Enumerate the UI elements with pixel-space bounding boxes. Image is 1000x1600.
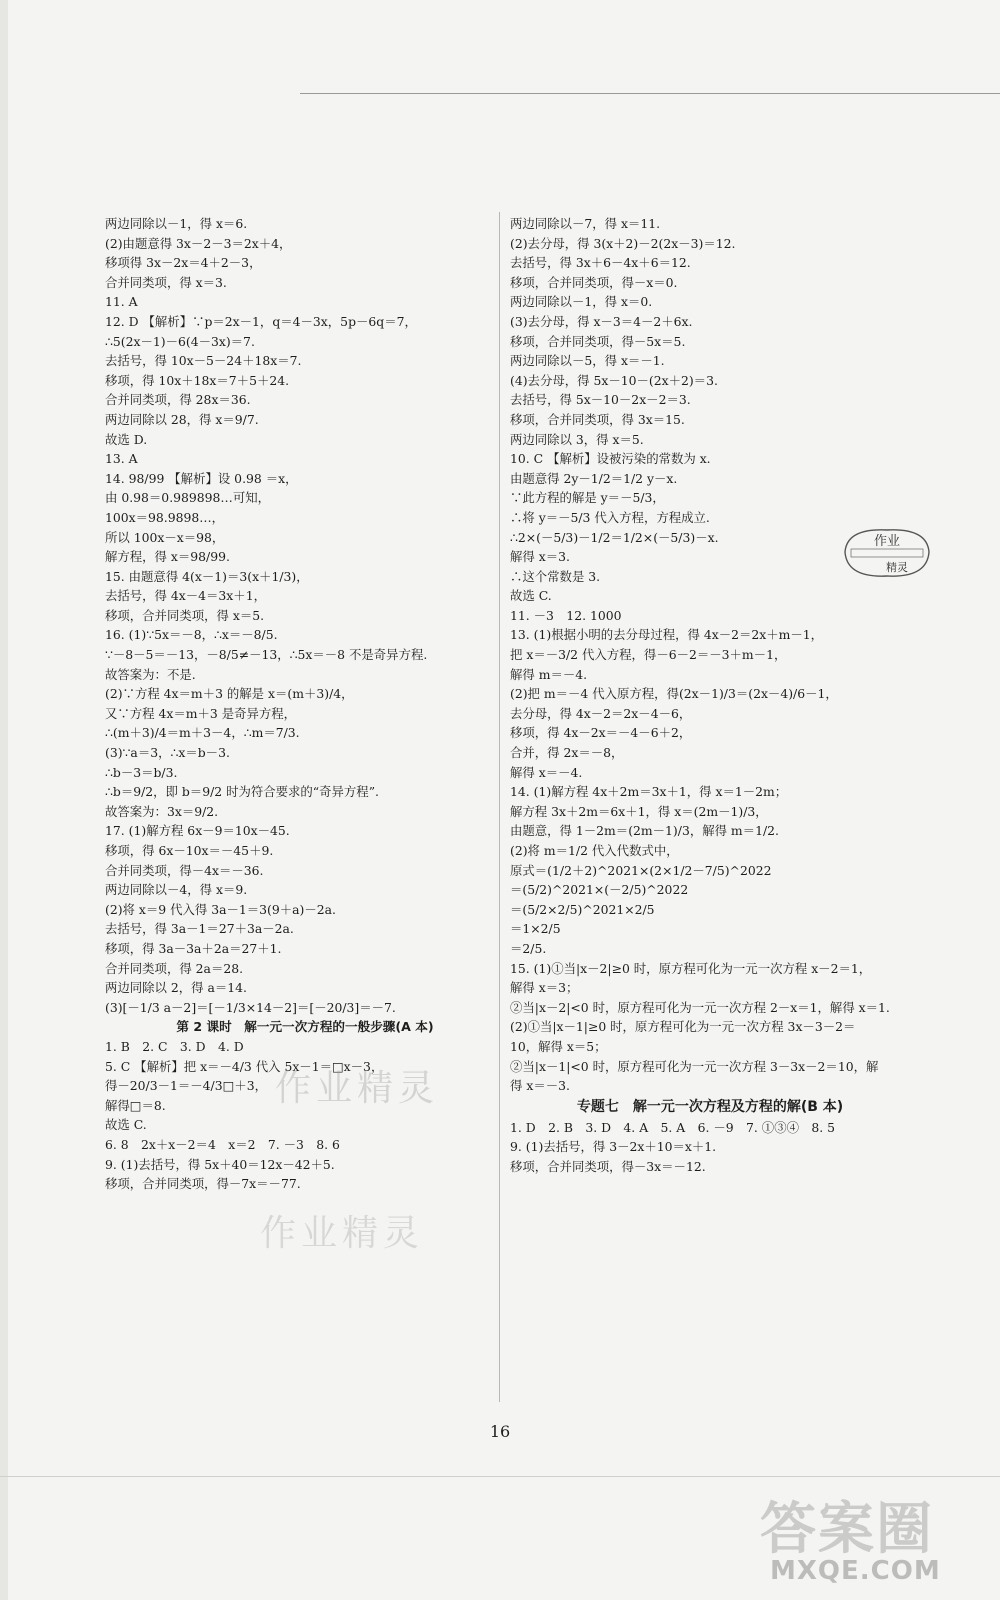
- watermark-logo: 答案圈: [760, 1497, 934, 1562]
- text-line: 移项得 3x－2x＝4＋2－3，: [105, 255, 262, 271]
- text-line: 移项，得 10x＋18x＝7＋5＋24.: [105, 372, 290, 388]
- text-line: ∴这个常数是 3.: [510, 568, 601, 584]
- stamp-text-top: 作业: [873, 534, 901, 549]
- text-line: 去括号，得 10x－5－24＋18x＝7.: [105, 353, 302, 369]
- text-line: 5. C 【解析】把 x＝－4/3 代入 5x－1＝□x－3，: [105, 1058, 384, 1074]
- text-line: 又∵方程 4x＝m＋3 是奇异方程，: [105, 705, 297, 721]
- text-line: 13. A: [105, 451, 138, 467]
- text-line: 移项，得 3a－3a＋2a＝27＋1.: [105, 940, 282, 956]
- stamp-text-bottom: 精灵: [886, 561, 908, 574]
- right-column: [510, 214, 910, 1177]
- text-line: 由 0.98＝0.989898…可知，: [105, 490, 270, 506]
- text-line: ＝1×2/5: [510, 921, 561, 937]
- text-line: (3)[－1/3 a－2]＝[－1/3×14－2]＝[－20/3]＝－7.: [105, 999, 396, 1015]
- text-line: ＝(5/2)^2021×(－2/5)^2022: [510, 882, 689, 898]
- text-line: 故选 D.: [105, 431, 148, 447]
- text-line: 15. 由题意得 4(x－1)＝3(x＋1/3)，: [105, 568, 309, 584]
- text-line: 15. (1)①当|x－2|≥0 时，原方程可化为一元一次方程 x－2＝1，: [510, 960, 872, 976]
- text-line: 9. (1)去括号，得 5x＋40＝12x－42＋5.: [105, 1156, 335, 1172]
- text-line: 得 x＝－3.: [510, 1078, 570, 1094]
- top-rule: [300, 93, 1000, 94]
- text-line: (2)将 m＝1/2 代入代数式中，: [510, 843, 679, 858]
- text-line: (3)去分母，得 x－3＝4－2＋6x.: [510, 313, 693, 329]
- text-line: 合并同类项，得 28x＝36.: [105, 392, 251, 408]
- text-line: 把 x＝－3/2 代入方程，得－6－2＝－3＋m－1，: [510, 647, 787, 663]
- text-line: ②当|x－1|<0 时，原方程可化为一元一次方程 3－3x－2＝10，解: [510, 1058, 879, 1074]
- text-line: (4)去分母，得 5x－10－(2x＋2)＝3.: [510, 372, 718, 388]
- text-line: 100x＝98.9898…，: [105, 509, 225, 525]
- text-line: 去括号，得 5x－10－2x－2＝3.: [510, 392, 691, 408]
- text-line: 故选 C.: [510, 588, 552, 604]
- text-line: 14. 98/99 【解析】设 0.98 ＝x，: [105, 470, 298, 486]
- text-line: ∴b－3＝b/3.: [105, 764, 178, 780]
- text-line: 16. (1)∵5x＝－8，∴x＝－8/5.: [105, 627, 278, 643]
- text-line: 移项，合并同类项，得－3x＝－12.: [510, 1158, 706, 1174]
- text-line: 13. (1)根据小明的去分母过程，得 4x－2＝2x＋m－1，: [510, 627, 824, 643]
- text-line: 11. A: [105, 294, 138, 310]
- text-line: ＝2/5.: [510, 940, 547, 956]
- text-line: ∴5(2x－1)－6(4－3x)＝7.: [105, 333, 255, 349]
- text-line: ∵－8－5＝－13，－8/5≠－13，∴5x＝－8 不是奇异方程.: [105, 647, 428, 663]
- text-line: 去括号，得 4x－4＝3x＋1，: [105, 588, 266, 604]
- text-line: 两边同除以－5，得 x＝－1.: [510, 353, 665, 369]
- text-line: 去分母，得 4x－2＝2x－4－6，: [510, 705, 692, 721]
- watermark-middle-faint: 作业精灵: [260, 1213, 425, 1254]
- text-line: (2)由题意得 3x－2－3＝2x＋4，: [105, 235, 292, 251]
- text-line: 两边同除以－7，得 x＝11.: [510, 216, 661, 231]
- page-number: 16: [489, 1422, 511, 1441]
- section-heading: 第 2 课时 解一元一次方程的一般步骤(A 本): [176, 1019, 434, 1035]
- text-line: 移项，合并同类项，得 x＝5.: [105, 607, 265, 623]
- text-line: 14. (1)解方程 4x＋2m＝3x＋1，得 x＝1－2m；: [510, 784, 788, 800]
- text-line: 解方程 3x＋2m＝6x＋1，得 x＝(2m－1)/3，: [510, 803, 768, 819]
- text-line: ②当|x－2|<0 时，原方程可化为一元一次方程 2－x＝1，解得 x＝1.: [510, 999, 890, 1015]
- watermark-middle: 作业精灵: [275, 1068, 440, 1109]
- text-line: 10，解得 x＝5；: [510, 1038, 607, 1054]
- text-line: 由题意，得 1－2m＝(2m－1)/3，解得 m＝1/2.: [510, 823, 779, 839]
- text-line: 1. B 2. C 3. D 4. D: [105, 1038, 244, 1054]
- text-line: 移项，合并同类项，得－x＝0.: [510, 274, 678, 290]
- column-divider: [499, 212, 500, 1402]
- text-line: 合并同类项，得 2a＝28.: [105, 960, 244, 976]
- text-line: 故选 C.: [105, 1117, 147, 1133]
- text-line: 两边同除以 28，得 x＝9/7.: [105, 411, 259, 427]
- text-line: 11. －3 12. 1000: [510, 607, 622, 623]
- text-line: 得－20/3－1＝－4/3□＋3，: [105, 1078, 267, 1094]
- text-line: (2)将 x＝9 代入得 3a－1＝3(9＋a)－2a.: [105, 901, 336, 917]
- text-line: 所以 100x－x＝98，: [105, 529, 225, 545]
- text-line: 去括号，得 3a－1＝27＋3a－2a.: [105, 921, 294, 937]
- text-line: 合并同类项，得 x＝3.: [105, 274, 227, 290]
- bottom-rule: [0, 1476, 1000, 1477]
- text-line: 解方程，得 x＝98/99.: [105, 549, 230, 565]
- text-line: 解得 x＝3.: [510, 549, 570, 565]
- text-line: 解得□＝8.: [105, 1097, 166, 1113]
- text-line: 解得 m＝－4.: [510, 666, 588, 682]
- text-line: 移项，得 4x－2x＝－4－6＋2，: [510, 725, 692, 741]
- text-line: 去括号，得 3x＋6－4x＋6＝12.: [510, 255, 691, 271]
- text-line: 故答案为：3x＝9/2.: [105, 803, 219, 819]
- section-heading: 专题七 解一元一次方程及方程的解(B 本): [576, 1098, 844, 1115]
- text-line: 10. C 【解析】设被污染的常数为 x.: [510, 451, 711, 467]
- text-line: 两边同除以 2，得 a＝14.: [105, 980, 247, 996]
- text-line: ∴(m＋3)/4＝m＋3－4，∴m＝7/3.: [105, 725, 300, 741]
- text-line: 由题意得 2y－1/2＝1/2 y－x.: [510, 470, 678, 486]
- text-line: 解得 x＝－4.: [510, 764, 583, 780]
- text-line: (2)去分母，得 3(x＋2)－2(2x－3)＝12.: [510, 235, 736, 251]
- text-line: 两边同除以 3，得 x＝5.: [510, 431, 644, 447]
- text-line: (2)①当|x－1|≥0 时，原方程可化为一元一次方程 3x－3－2＝: [510, 1019, 856, 1035]
- text-line: (3)∵a＝3，∴x＝b－3.: [105, 745, 230, 761]
- page-edge: [0, 0, 8, 1600]
- text-line: 移项，得 6x－10x＝－45＋9.: [105, 843, 274, 858]
- text-line: 12. D 【解析】∵p＝2x－1，q＝4－3x，5p－6q＝7，: [105, 313, 417, 329]
- text-line: 解得 x＝3；: [510, 980, 579, 996]
- text-line: ＝(5/2×2/5)^2021×2/5: [510, 901, 655, 917]
- text-line: 原式＝(1/2＋2)^2021×(2×1/2－7/5)^2022: [510, 862, 772, 878]
- text-line: 合并，得 2x＝－8，: [510, 745, 624, 761]
- text-line: (2)把 m＝－4 代入原方程，得(2x－1)/3＝(2x－4)/6－1，: [510, 686, 838, 702]
- text-line: 移项，合并同类项，得－5x＝5.: [510, 333, 686, 349]
- text-line: 两边同除以－1，得 x＝6.: [105, 216, 248, 231]
- text-line: 故答案为：不是.: [105, 666, 196, 682]
- text-line: 17. (1)解方程 6x－9＝10x－45.: [105, 823, 290, 839]
- text-line: (2)∵方程 4x＝m＋3 的解是 x＝(m＋3)/4，: [105, 686, 354, 702]
- text-line: 两边同除以－4，得 x＝9.: [105, 882, 248, 898]
- text-line: 合并同类项，得－4x＝－36.: [105, 862, 264, 878]
- text-line: 移项，合并同类项，得 3x＝15.: [510, 411, 685, 427]
- text-line: ∴将 y＝－5/3 代入方程，方程成立.: [510, 509, 710, 525]
- text-line: 9. (1)去括号，得 3－2x＋10＝x＋1.: [510, 1139, 717, 1155]
- text-line: ∴b＝9/2，即 b＝9/2 时为符合要求的“奇异方程”.: [105, 784, 379, 800]
- stamp-logo: [837, 524, 937, 582]
- text-line: ∴2×(－5/3)－1/2＝1/2×(－5/3)－x.: [510, 529, 719, 545]
- text-line: 1. D 2. B 3. D 4. A 5. A 6. －9 7. ①③④ 8. 5: [510, 1119, 836, 1135]
- text-line: 6. 8 2x＋x－2＝4 x＝2 7. －3 8. 6: [105, 1136, 340, 1152]
- text-line: 移项，合并同类项，得－7x＝－77.: [105, 1176, 301, 1192]
- text-line: 两边同除以－1，得 x＝0.: [510, 294, 653, 310]
- left-column: [105, 214, 505, 1194]
- watermark-site: MXQE.COM: [770, 1556, 941, 1586]
- text-line: ∵此方程的解是 y＝－5/3，: [510, 490, 665, 506]
